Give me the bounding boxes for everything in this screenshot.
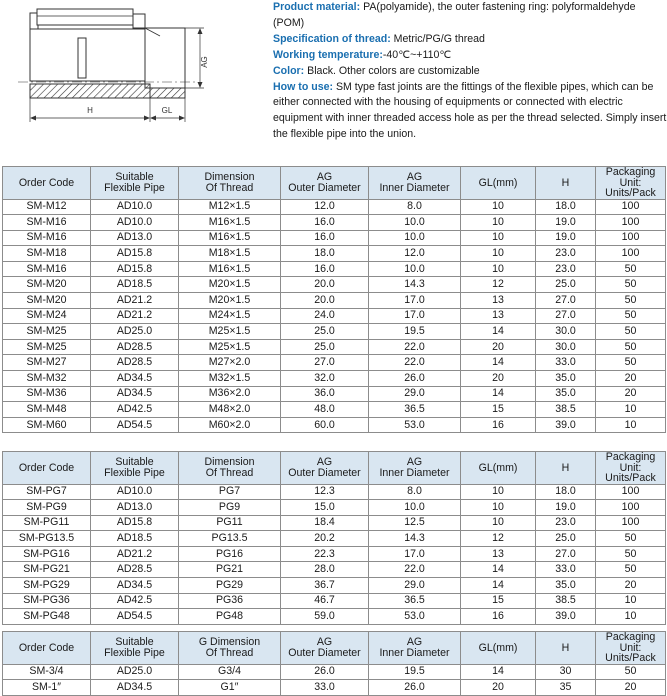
- order-code-cell: SM-PG16: [3, 546, 91, 562]
- order-code-header: Order Code: [3, 632, 91, 665]
- suitable-pipe-cell: AD25.0: [91, 324, 179, 340]
- thread-dimension-cell: PG16: [179, 546, 281, 562]
- ag-label: AG: [200, 56, 209, 68]
- ag-inner-diameter-cell: 22.0: [369, 562, 461, 578]
- thread-dimension-cell: M18×1.5: [179, 246, 281, 262]
- packaging-unit-cell: 50: [596, 531, 666, 547]
- suitable-pipe-cell: AD42.5: [91, 402, 179, 418]
- ag-inner-diameter-cell: 10.0: [369, 500, 461, 516]
- gl-mm-cell: 12: [461, 531, 536, 547]
- ag-inner-diameter-cell: 14.3: [369, 531, 461, 547]
- order-code-cell: SM-PG36: [3, 593, 91, 609]
- packaging-unit-cell: 100: [596, 484, 666, 500]
- color-label: Color:: [273, 64, 305, 77]
- table-row: [3, 515, 666, 531]
- ag-outer-diameter-header: AG Outer Diameter: [281, 452, 369, 485]
- table-row: [3, 484, 666, 500]
- thread-dimension-cell: PG21: [179, 562, 281, 578]
- ag-inner-diameter-cell: 53.0: [369, 417, 461, 433]
- suitable-pipe-cell: AD21.2: [91, 293, 179, 309]
- h-value-cell: 23.0: [536, 515, 596, 531]
- ag-inner-diameter-header: AG Inner Diameter: [369, 452, 461, 485]
- ag-outer-diameter-cell: 33.0: [281, 680, 369, 696]
- thread-dimension-cell: M16×1.5: [179, 230, 281, 246]
- packaging-unit-cell: 50: [596, 562, 666, 578]
- pg-thread-table: [2, 451, 666, 625]
- order-code-cell: SM-3/4: [3, 664, 91, 680]
- thread-dimension-cell: PG9: [179, 500, 281, 516]
- table-row: [3, 664, 666, 680]
- thread-dimension-cell: G3/4: [179, 664, 281, 680]
- table-row: [3, 593, 666, 609]
- suitable-pipe-cell: AD25.0: [91, 664, 179, 680]
- gl-mm-cell: 15: [461, 593, 536, 609]
- order-code-cell: SM-1″: [3, 680, 91, 696]
- h-value-cell: 25.0: [536, 531, 596, 547]
- table-row: [3, 246, 666, 262]
- gl-label: GL: [161, 106, 173, 115]
- material-line: [273, 0, 667, 32]
- ag-inner-diameter-cell: 17.0: [369, 546, 461, 562]
- h-value-cell: 19.0: [536, 215, 596, 231]
- h-value-header: H: [536, 167, 596, 200]
- h-value-cell: 35.0: [536, 578, 596, 594]
- gl-mm-cell: 10: [461, 230, 536, 246]
- packaging-unit-cell: 50: [596, 664, 666, 680]
- ag-outer-diameter-header: AG Outer Diameter: [281, 167, 369, 200]
- order-code-cell: SM-M25: [3, 324, 91, 340]
- ag-outer-diameter-cell: 15.0: [281, 500, 369, 516]
- ag-outer-diameter-cell: 12.0: [281, 199, 369, 215]
- order-code-cell: SM-M25: [3, 339, 91, 355]
- suitable-pipe-cell: AD10.0: [91, 199, 179, 215]
- h-value-cell: 30.0: [536, 339, 596, 355]
- ag-outer-diameter-cell: 16.0: [281, 261, 369, 277]
- packaging-unit-cell: 50: [596, 546, 666, 562]
- h-value-cell: 30: [536, 664, 596, 680]
- order-code-cell: SM-M32: [3, 371, 91, 387]
- thread-dimension-cell: M24×1.5: [179, 308, 281, 324]
- order-code-header: Order Code: [3, 452, 91, 485]
- packaging-unit-header: Packaging Unit: Units/Pack: [596, 632, 666, 665]
- suitable-pipe-cell: AD15.8: [91, 515, 179, 531]
- order-code-cell: SM-M16: [3, 261, 91, 277]
- order-code-cell: SM-PG11: [3, 515, 91, 531]
- ag-inner-diameter-cell: 22.0: [369, 355, 461, 371]
- h-value-cell: 19.0: [536, 230, 596, 246]
- gl-mm-cell: 10: [461, 215, 536, 231]
- table-row: [3, 680, 666, 696]
- gl-mm-cell: 14: [461, 562, 536, 578]
- ag-inner-diameter-cell: 29.0: [369, 386, 461, 402]
- thread-dimension-cell: M20×1.5: [179, 293, 281, 309]
- gl-mm-header: GL(mm): [461, 167, 536, 200]
- h-label: H: [87, 106, 93, 115]
- h-value-cell: 38.5: [536, 402, 596, 418]
- order-code-cell: SM-M27: [3, 355, 91, 371]
- ag-inner-diameter-cell: 10.0: [369, 261, 461, 277]
- packaging-unit-cell: 50: [596, 339, 666, 355]
- order-code-cell: SM-M20: [3, 277, 91, 293]
- suitable-pipe-cell: AD18.5: [91, 277, 179, 293]
- ag-outer-diameter-cell: 25.0: [281, 324, 369, 340]
- ag-inner-diameter-cell: 19.5: [369, 324, 461, 340]
- thread-dimension-header: Dimension Of Thread: [179, 167, 281, 200]
- h-value-cell: 27.0: [536, 308, 596, 324]
- packaging-unit-cell: 10: [596, 609, 666, 625]
- h-value-header: H: [536, 632, 596, 665]
- packaging-unit-cell: 50: [596, 308, 666, 324]
- ag-outer-diameter-cell: 22.3: [281, 546, 369, 562]
- h-value-cell: 30.0: [536, 324, 596, 340]
- suitable-pipe-cell: AD13.0: [91, 500, 179, 516]
- gl-mm-cell: 14: [461, 664, 536, 680]
- ag-inner-diameter-cell: 12.5: [369, 515, 461, 531]
- table-row: [3, 324, 666, 340]
- packaging-unit-cell: 50: [596, 293, 666, 309]
- gl-mm-cell: 10: [461, 261, 536, 277]
- ag-outer-diameter-cell: 18.0: [281, 246, 369, 262]
- thread-spec-line: [273, 32, 667, 48]
- packaging-unit-cell: 50: [596, 277, 666, 293]
- h-value-cell: 19.0: [536, 500, 596, 516]
- h-value-cell: 27.0: [536, 546, 596, 562]
- table-row: [3, 355, 666, 371]
- suitable-pipe-cell: AD13.0: [91, 230, 179, 246]
- order-code-cell: SM-PG9: [3, 500, 91, 516]
- ag-inner-diameter-cell: 19.5: [369, 664, 461, 680]
- order-code-cell: SM-M18: [3, 246, 91, 262]
- suitable-pipe-cell: AD34.5: [91, 371, 179, 387]
- gl-mm-cell: 10: [461, 500, 536, 516]
- connector-cross-section-drawing: [0, 0, 270, 150]
- packaging-unit-cell: 100: [596, 515, 666, 531]
- product-description: [273, 0, 667, 143]
- gl-mm-header: GL(mm): [461, 452, 536, 485]
- table-row: [3, 402, 666, 418]
- order-code-cell: SM-M20: [3, 293, 91, 309]
- h-value-cell: 33.0: [536, 355, 596, 371]
- gl-mm-cell: 14: [461, 578, 536, 594]
- h-value-cell: 35.0: [536, 371, 596, 387]
- h-value-cell: 38.5: [536, 593, 596, 609]
- order-code-cell: SM-M48: [3, 402, 91, 418]
- table-row: [3, 417, 666, 433]
- thread-dimension-cell: PG13.5: [179, 531, 281, 547]
- packaging-unit-cell: 20: [596, 578, 666, 594]
- gl-mm-cell: 10: [461, 484, 536, 500]
- thread-dimension-cell: PG11: [179, 515, 281, 531]
- usage-text: SM type fast joints are the fittings of the flexible pipes, which can be either connected with the housing of equipments or connected with electric equipment with inner threaded access hole as per the thread selected. Simply insert the flexible pipe into the union.: [273, 80, 667, 141]
- gl-mm-cell: 13: [461, 546, 536, 562]
- order-code-header: Order Code: [3, 167, 91, 200]
- temperature-line: [273, 48, 667, 64]
- gl-mm-cell: 14: [461, 386, 536, 402]
- ag-outer-diameter-cell: 46.7: [281, 593, 369, 609]
- thread-dimension-cell: PG36: [179, 593, 281, 609]
- table-row: [3, 386, 666, 402]
- gl-mm-cell: 10: [461, 515, 536, 531]
- suitable-pipe-cell: AD34.5: [91, 680, 179, 696]
- gl-mm-cell: 14: [461, 355, 536, 371]
- suitable-pipe-cell: AD21.2: [91, 308, 179, 324]
- ag-outer-diameter-header: AG Outer Diameter: [281, 632, 369, 665]
- ag-inner-diameter-cell: 8.0: [369, 484, 461, 500]
- ag-inner-diameter-cell: 29.0: [369, 578, 461, 594]
- gl-mm-cell: 13: [461, 293, 536, 309]
- ag-inner-diameter-cell: 12.0: [369, 246, 461, 262]
- ag-outer-diameter-cell: 25.0: [281, 339, 369, 355]
- packaging-unit-cell: 50: [596, 324, 666, 340]
- order-code-cell: SM-M16: [3, 215, 91, 231]
- usage-label: How to use:: [273, 80, 334, 93]
- thread-dimension-cell: PG29: [179, 578, 281, 594]
- ag-outer-diameter-cell: 36.7: [281, 578, 369, 594]
- packaging-unit-cell: 10: [596, 593, 666, 609]
- thread-dimension-cell: M16×1.5: [179, 215, 281, 231]
- packaging-unit-cell: 100: [596, 215, 666, 231]
- gl-mm-cell: 16: [461, 609, 536, 625]
- packaging-unit-cell: 100: [596, 199, 666, 215]
- ag-outer-diameter-cell: 20.2: [281, 531, 369, 547]
- table-row: [3, 531, 666, 547]
- h-value-cell: 23.0: [536, 261, 596, 277]
- packaging-unit-cell: 10: [596, 417, 666, 433]
- table-row: [3, 277, 666, 293]
- suitable-pipe-cell: AD18.5: [91, 531, 179, 547]
- ag-outer-diameter-cell: 20.0: [281, 277, 369, 293]
- ag-outer-diameter-cell: 36.0: [281, 386, 369, 402]
- ag-inner-diameter-header: AG Inner Diameter: [369, 167, 461, 200]
- thread-dimension-cell: M60×2.0: [179, 417, 281, 433]
- packaging-unit-cell: 20: [596, 680, 666, 696]
- table-row: [3, 308, 666, 324]
- ag-outer-diameter-cell: 48.0: [281, 402, 369, 418]
- gl-mm-cell: 10: [461, 246, 536, 262]
- table-row: [3, 293, 666, 309]
- thread-dimension-cell: PG7: [179, 484, 281, 500]
- thread-dimension-cell: M25×1.5: [179, 324, 281, 340]
- table-row: [3, 546, 666, 562]
- ag-outer-diameter-cell: 12.3: [281, 484, 369, 500]
- gl-mm-cell: 20: [461, 339, 536, 355]
- suitable-pipe-cell: AD54.5: [91, 417, 179, 433]
- suitable-pipe-cell: AD28.5: [91, 562, 179, 578]
- temperature-label: Working temperature:: [273, 48, 383, 61]
- order-code-cell: SM-PG21: [3, 562, 91, 578]
- ag-outer-diameter-cell: 60.0: [281, 417, 369, 433]
- table-row: [3, 339, 666, 355]
- thread-dimension-header: G Dimension Of Thread: [179, 632, 281, 665]
- gl-mm-cell: 12: [461, 277, 536, 293]
- suitable-pipe-header: Suitable Flexible Pipe: [91, 167, 179, 200]
- h-value-cell: 18.0: [536, 484, 596, 500]
- gl-mm-cell: 16: [461, 417, 536, 433]
- ag-outer-diameter-cell: 32.0: [281, 371, 369, 387]
- ag-inner-diameter-cell: 53.0: [369, 609, 461, 625]
- thread-dimension-cell: M16×1.5: [179, 261, 281, 277]
- ag-outer-diameter-cell: 26.0: [281, 664, 369, 680]
- h-value-cell: 18.0: [536, 199, 596, 215]
- thread-dimension-cell: M48×2.0: [179, 402, 281, 418]
- table-row: [3, 199, 666, 215]
- order-code-cell: SM-PG48: [3, 609, 91, 625]
- suitable-pipe-cell: AD34.5: [91, 578, 179, 594]
- h-value-cell: 33.0: [536, 562, 596, 578]
- ag-inner-diameter-cell: 26.0: [369, 680, 461, 696]
- table-row: [3, 578, 666, 594]
- ag-inner-diameter-cell: 17.0: [369, 308, 461, 324]
- thread-dimension-cell: M25×1.5: [179, 339, 281, 355]
- ag-inner-diameter-cell: 22.0: [369, 339, 461, 355]
- h-value-cell: 39.0: [536, 609, 596, 625]
- suitable-pipe-cell: AD34.5: [91, 386, 179, 402]
- ag-inner-diameter-cell: 8.0: [369, 199, 461, 215]
- suitable-pipe-cell: AD54.5: [91, 609, 179, 625]
- suitable-pipe-cell: AD42.5: [91, 593, 179, 609]
- packaging-unit-cell: 50: [596, 261, 666, 277]
- thread-spec-text: Metric/PG/G thread: [390, 32, 485, 45]
- order-code-cell: SM-M36: [3, 386, 91, 402]
- ag-inner-diameter-cell: 14.3: [369, 277, 461, 293]
- packaging-unit-cell: 20: [596, 386, 666, 402]
- order-code-cell: SM-M24: [3, 308, 91, 324]
- packaging-unit-cell: 20: [596, 371, 666, 387]
- gl-mm-cell: 20: [461, 680, 536, 696]
- ag-outer-diameter-cell: 20.0: [281, 293, 369, 309]
- packaging-unit-cell: 50: [596, 355, 666, 371]
- gl-mm-cell: 10: [461, 199, 536, 215]
- gl-mm-cell: 13: [461, 308, 536, 324]
- ag-inner-diameter-cell: 36.5: [369, 593, 461, 609]
- g-thread-table: [2, 631, 666, 696]
- order-code-cell: SM-M60: [3, 417, 91, 433]
- packaging-unit-header: Packaging Unit: Units/Pack: [596, 167, 666, 200]
- packaging-unit-cell: 100: [596, 230, 666, 246]
- suitable-pipe-header: Suitable Flexible Pipe: [91, 452, 179, 485]
- table-row: [3, 230, 666, 246]
- order-code-cell: SM-PG29: [3, 578, 91, 594]
- table-row: [3, 371, 666, 387]
- order-code-cell: SM-M16: [3, 230, 91, 246]
- h-value-cell: 35: [536, 680, 596, 696]
- h-value-cell: 23.0: [536, 246, 596, 262]
- ag-outer-diameter-cell: 16.0: [281, 230, 369, 246]
- suitable-pipe-cell: AD15.8: [91, 246, 179, 262]
- thread-dimension-cell: M20×1.5: [179, 277, 281, 293]
- temperature-text: -40℃~+110℃: [382, 48, 452, 61]
- ag-inner-diameter-cell: 10.0: [369, 215, 461, 231]
- gl-mm-cell: 15: [461, 402, 536, 418]
- table-row: [3, 609, 666, 625]
- table-row: [3, 215, 666, 231]
- h-value-cell: 27.0: [536, 293, 596, 309]
- h-value-cell: 39.0: [536, 417, 596, 433]
- h-value-header: H: [536, 452, 596, 485]
- order-code-cell: SM-PG13.5: [3, 531, 91, 547]
- suitable-pipe-cell: AD15.8: [91, 261, 179, 277]
- suitable-pipe-cell: AD28.5: [91, 339, 179, 355]
- thread-dimension-cell: M36×2.0: [179, 386, 281, 402]
- gl-mm-header: GL(mm): [461, 632, 536, 665]
- color-line: [273, 64, 667, 80]
- table-row: [3, 261, 666, 277]
- suitable-pipe-cell: AD21.2: [91, 546, 179, 562]
- ag-outer-diameter-cell: 16.0: [281, 215, 369, 231]
- ag-outer-diameter-cell: 18.4: [281, 515, 369, 531]
- suitable-pipe-header: Suitable Flexible Pipe: [91, 632, 179, 665]
- table-row: [3, 562, 666, 578]
- table-row: [3, 500, 666, 516]
- packaging-unit-cell: 100: [596, 246, 666, 262]
- ag-outer-diameter-cell: 28.0: [281, 562, 369, 578]
- material-label: Product material:: [273, 1, 361, 13]
- h-value-cell: 35.0: [536, 386, 596, 402]
- packaging-unit-cell: 100: [596, 500, 666, 516]
- material-text: PA(polyamide), the outer fastening ring: polyformaldehyde (POM): [273, 1, 636, 29]
- gl-mm-cell: 20: [461, 371, 536, 387]
- thread-dimension-header: Dimension Of Thread: [179, 452, 281, 485]
- ag-outer-diameter-cell: 27.0: [281, 355, 369, 371]
- ag-inner-diameter-cell: 26.0: [369, 371, 461, 387]
- thread-spec-label: Specification of thread:: [273, 32, 391, 45]
- suitable-pipe-cell: AD10.0: [91, 215, 179, 231]
- gl-mm-cell: 14: [461, 324, 536, 340]
- usage-line: [273, 80, 667, 144]
- h-value-cell: 25.0: [536, 277, 596, 293]
- packaging-unit-header: Packaging Unit: Units/Pack: [596, 452, 666, 485]
- ag-outer-diameter-cell: 24.0: [281, 308, 369, 324]
- suitable-pipe-cell: AD28.5: [91, 355, 179, 371]
- ag-inner-diameter-cell: 17.0: [369, 293, 461, 309]
- suitable-pipe-cell: AD10.0: [91, 484, 179, 500]
- thread-dimension-cell: M12×1.5: [179, 199, 281, 215]
- order-code-cell: SM-PG7: [3, 484, 91, 500]
- color-text: Black. Other colors are customizable: [304, 64, 480, 77]
- technical-drawing: [0, 0, 270, 150]
- ag-inner-diameter-cell: 10.0: [369, 230, 461, 246]
- ag-inner-diameter-header: AG Inner Diameter: [369, 632, 461, 665]
- order-code-cell: SM-M12: [3, 199, 91, 215]
- thread-dimension-cell: G1″: [179, 680, 281, 696]
- ag-inner-diameter-cell: 36.5: [369, 402, 461, 418]
- thread-dimension-cell: M27×2.0: [179, 355, 281, 371]
- metric-thread-table: [2, 166, 666, 433]
- thread-dimension-cell: M32×1.5: [179, 371, 281, 387]
- ag-outer-diameter-cell: 59.0: [281, 609, 369, 625]
- packaging-unit-cell: 10: [596, 402, 666, 418]
- thread-dimension-cell: PG48: [179, 609, 281, 625]
